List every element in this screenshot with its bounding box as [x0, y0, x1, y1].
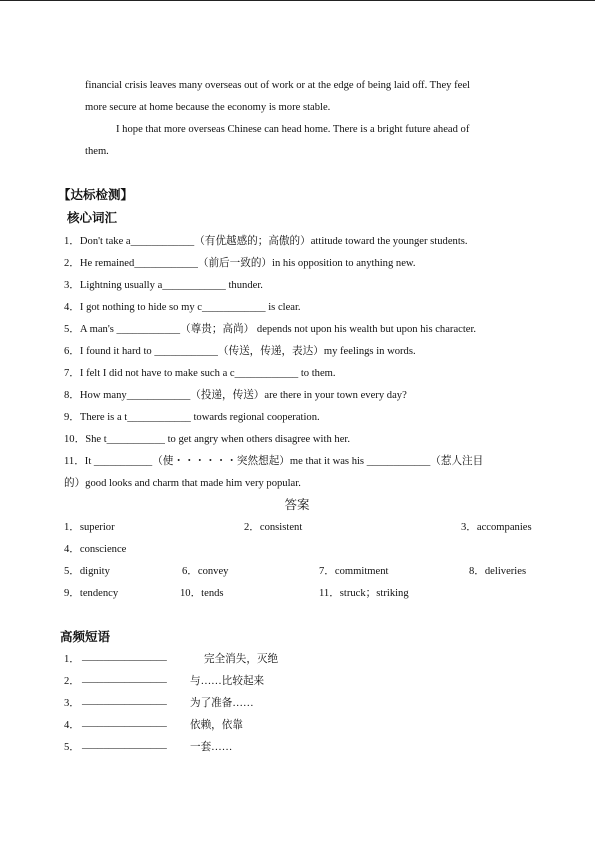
phrase-item — [64, 739, 80, 754]
answer-item: 5．dignity — [64, 566, 110, 577]
fill-blank[interactable]: ____________ — [162, 280, 226, 291]
answer-item: 2．consistent — [244, 522, 303, 533]
answer-item: 6．convey — [182, 566, 229, 577]
fill-blank[interactable]: ____________ — [126, 390, 191, 401]
vocab-item — [64, 431, 350, 446]
item-number: 4． — [64, 302, 80, 313]
item-number: 7． — [64, 368, 80, 379]
fill-blank[interactable]: ____________ — [234, 368, 299, 379]
item-text: to get angry when others disagree with her. — [164, 434, 350, 445]
item-number: 3． — [64, 698, 80, 709]
item-text: I got nothing to hide so my c — [79, 302, 203, 313]
answer-item: 10．tends — [180, 588, 224, 599]
item-text: I felt I did not have to make such a c — [79, 368, 235, 379]
answer-item: 9．tendency — [64, 588, 119, 599]
answer-item: 8．deliveries — [469, 566, 527, 577]
fill-blank[interactable]: ________________ — [82, 717, 167, 728]
item-number: 10． — [64, 434, 86, 445]
item-number: 2． — [64, 676, 80, 687]
item-number: 3． — [64, 280, 80, 291]
item-text: （惹人注目 — [430, 456, 484, 467]
fill-blank[interactable]: ____________ — [202, 302, 266, 313]
vocab-item — [64, 387, 407, 402]
item-number: 8． — [64, 390, 80, 401]
vocab-item — [64, 321, 476, 336]
fill-blank[interactable]: ___________ — [93, 456, 153, 467]
fill-blank[interactable]: ____________ — [130, 236, 195, 247]
answers-title: 答案 — [284, 497, 310, 512]
answer-item: 7．commitment — [319, 566, 389, 577]
fill-blank[interactable]: ________________ — [82, 695, 167, 706]
item-number: 11． — [64, 456, 85, 467]
phrase-item — [64, 695, 80, 710]
item-text: thunder. — [225, 280, 263, 291]
fill-blank[interactable]: ____________ — [366, 456, 431, 467]
fill-blank[interactable]: ____________ — [116, 324, 181, 335]
fill-blank[interactable]: ____________ — [127, 412, 191, 423]
page-top-border — [0, 0, 595, 1]
fill-blank[interactable]: ________________ — [82, 739, 167, 750]
vocab-item — [64, 299, 301, 314]
item-text: She t — [85, 434, 107, 445]
item-text: （使・・・・・・突然想起）me that it was his — [152, 456, 367, 467]
item-number: 1． — [64, 236, 80, 247]
phrase-meaning: 完全消失，灭绝 — [204, 654, 279, 665]
vocab-title: 核心词汇 — [67, 210, 118, 225]
item-number: 5． — [64, 742, 80, 753]
passage-line: more secure at home because the economy is more stable. — [85, 102, 331, 113]
vocab-item — [64, 453, 483, 468]
item-text: （前后一致的）in his opposition to anything new. — [197, 258, 416, 269]
phrase-meaning: 与……比较起来 — [190, 676, 265, 687]
answer-item: 1．superior — [64, 522, 115, 533]
item-text: towards regional cooperation. — [190, 412, 320, 423]
phrase-item — [64, 651, 80, 666]
vocab-item — [64, 343, 416, 358]
item-number: 5． — [64, 324, 80, 335]
item-text: How many — [79, 390, 127, 401]
item-text: Lightning usually a — [79, 280, 163, 291]
item-number: 6． — [64, 346, 80, 357]
vocab-item — [64, 277, 263, 292]
passage-line: financial crisis leaves many overseas out of work or at the edge of being laid off. They feel — [85, 80, 470, 91]
phrase-meaning: 依赖，依靠 — [190, 720, 243, 731]
item-number: 2． — [64, 258, 80, 269]
phrase-item — [64, 673, 80, 688]
item-text: is clear. — [265, 302, 301, 313]
passage-line: I hope that more overseas Chinese can head home. There is a bright future ahead of — [116, 124, 470, 135]
vocab-item — [64, 233, 468, 248]
item-number: 9． — [64, 412, 80, 423]
phrase-meaning: 一套…… — [190, 742, 233, 753]
vocab-item — [64, 409, 320, 424]
item-text: （尊贵；高尚） depends not upon his wealth but upon his character. — [180, 324, 477, 335]
item-text: （有优越感的；高傲的）attitude toward the younger students. — [194, 236, 468, 247]
fill-blank[interactable]: ________________ — [82, 651, 167, 662]
item-text: It — [84, 456, 94, 467]
answer-item: 3．accompanies — [461, 522, 532, 533]
item-number: 1． — [64, 654, 80, 665]
item-text: He remained — [79, 258, 135, 269]
phrases-title: 高频短语 — [60, 629, 111, 644]
item-text: I found it hard to — [79, 346, 155, 357]
item-text: （传送，传递，表达）my feelings in words. — [217, 346, 416, 357]
item-text: There is a t — [79, 412, 128, 423]
fill-blank[interactable]: ____________ — [154, 346, 218, 357]
fill-blank[interactable]: ____________ — [134, 258, 198, 269]
vocab-item — [64, 365, 336, 380]
item-text: to them. — [298, 368, 336, 379]
item-text: Don't take a — [79, 236, 131, 247]
fill-blank[interactable]: ________________ — [82, 673, 167, 684]
fill-blank[interactable]: ___________ — [106, 434, 165, 445]
answer-item: 4．conscience — [64, 544, 127, 555]
item-text: （投递，传送）are there in your town every day? — [190, 390, 407, 401]
vocab-item — [64, 255, 416, 270]
item-text: A man's — [79, 324, 117, 335]
phrase-meaning: 为了准备…… — [190, 698, 254, 709]
vocab-item-continuation: 的）good looks and charm that made him very popular. — [64, 478, 301, 489]
answer-item: 11．struck；striking — [319, 588, 409, 599]
item-number: 4． — [64, 720, 80, 731]
passage-line: them. — [85, 146, 109, 157]
phrase-item — [64, 717, 80, 732]
section-title: 【达标检测】 — [58, 187, 134, 202]
